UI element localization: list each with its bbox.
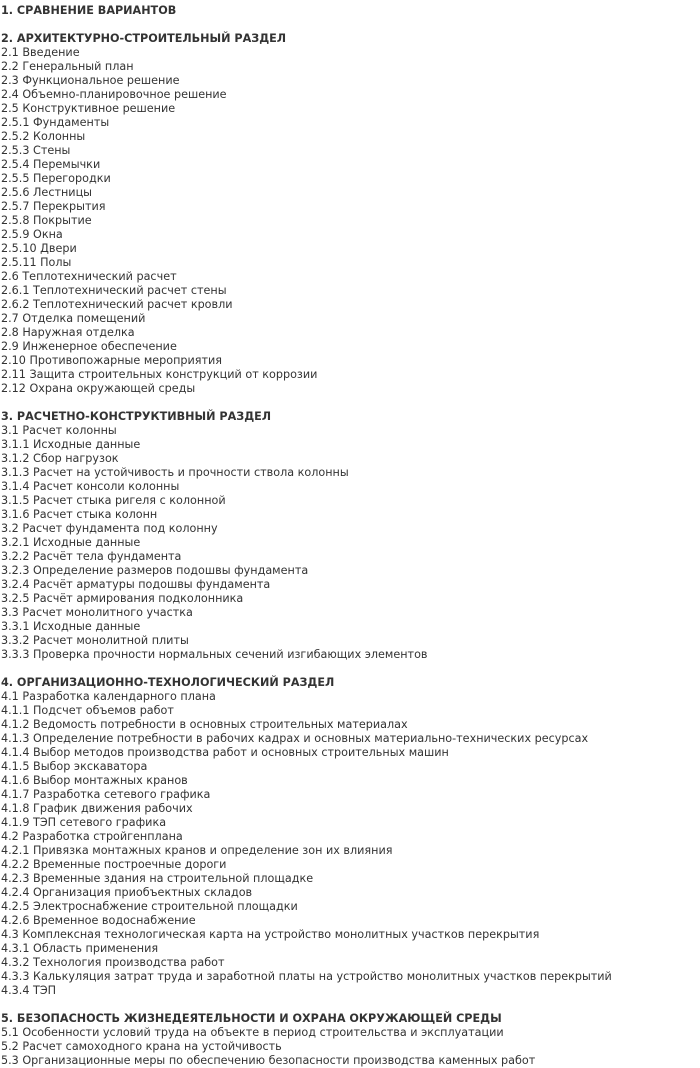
toc-item: 3.1.5 Расчет стыка ригеля с колонной [1, 494, 226, 507]
toc-item: 4.1.3 Определение потребности в рабочих кадрах и основных материально-технических ресурсах [1, 732, 589, 745]
toc-item: 2.5.9 Окна [1, 228, 63, 241]
toc-item: 4.2.4 Организация приобъектных складов [1, 886, 253, 899]
toc-item: 4.2 Разработка стройгенплана [1, 830, 183, 843]
toc-item: 3.2.4 Расчёт арматуры подошвы фундамента [1, 578, 271, 591]
toc-item: 2.9 Инженерное обеспечение [1, 340, 177, 353]
section-spacer [0, 998, 700, 1012]
toc-item: 4.3.3 Калькуляция затрат труда и заработной платы на устройство монолитных участков перекрытий [1, 970, 612, 983]
toc-item: 3.2.3 Определение размеров подошвы фундамента [1, 564, 309, 577]
section-spacer [0, 18, 700, 32]
section-heading: 2. АРХИТЕКТУРНО-СТРОИТЕЛЬНЫЙ РАЗДЕЛ [1, 32, 287, 45]
toc-item: 4.1.7 Разработка сетевого графика [1, 788, 211, 801]
toc-item: 3.3.3 Проверка прочности нормальных сечений изгибающих элементов [1, 648, 428, 661]
section-heading: 5. БЕЗОПАСНОСТЬ ЖИЗНЕДЕЯТЕЛЬНОСТИ И ОХРАНА ОКРУЖАЮЩЕЙ СРЕДЫ [1, 1012, 502, 1025]
toc-item: 4.2.2 Временные построечные дороги [1, 858, 227, 871]
toc-item: 4.3.1 Область применения [1, 942, 159, 955]
toc-item: 5.1 Особенности условий труда на объекте в период строительства и эксплуатации [1, 1026, 504, 1039]
toc-item: 4.1 Разработка календарного плана [1, 690, 216, 703]
toc-item: 2.3 Функциональное решение [1, 74, 180, 87]
section-spacer [0, 396, 700, 410]
toc-item: 4.3.4 ТЭП [1, 984, 57, 997]
toc-item: 5.2 Расчет самоходного крана на устойчивость [1, 1040, 282, 1053]
toc-item: 3.1 Расчет колонны [1, 424, 117, 437]
toc-item: 4.1.2 Ведомость потребности в основных строительных материалах [1, 718, 408, 731]
toc-item: 5.3 Организационные меры по обеспечению безопасности производства каменных работ [1, 1054, 536, 1067]
toc-item: 2.11 Защита строительных конструкций от коррозии [1, 368, 318, 381]
toc-item: 3.3.2 Расчет монолитной плиты [1, 634, 189, 647]
toc-item: 4.3.2 Технология производства работ [1, 956, 225, 969]
toc-item: 2.6 Теплотехнический расчет [1, 270, 177, 283]
toc-item: 2.5.10 Двери [1, 242, 77, 255]
toc-item: 3.3 Расчет монолитного участка [1, 606, 193, 619]
toc-item: 2.5.7 Перекрытия [1, 200, 106, 213]
toc-item: 4.2.6 Временное водоснабжение [1, 914, 196, 927]
toc-item: 4.1.5 Выбор экскаватора [1, 760, 148, 773]
toc-item: 2.5.1 Фундаменты [1, 116, 110, 129]
toc-item: 2.4 Объемно-планировочное решение [1, 88, 227, 101]
toc-item: 3.1.3 Расчет на устойчивость и прочности ствола колонны [1, 466, 349, 479]
table-of-contents [0, 4, 700, 1068]
toc-item: 4.1.1 Подсчет объемов работ [1, 704, 174, 717]
toc-item: 2.5.4 Перемычки [1, 158, 101, 171]
toc-item: 2.5.2 Колонны [1, 130, 86, 143]
toc-item: 3.1.2 Сбор нагрузок [1, 452, 119, 465]
toc-item: 2.2 Генеральный план [1, 60, 134, 73]
section-heading: 3. РАСЧЕТНО-КОНСТРУКТИВНЫЙ РАЗДЕЛ [1, 410, 272, 423]
toc-item: 2.5.6 Лестницы [1, 186, 93, 199]
toc-item: 3.2.5 Расчёт армирования подколонника [1, 592, 244, 605]
toc-item: 4.3 Комплексная технологическая карта на устройство монолитных участков перекрытия [1, 928, 540, 941]
toc-item: 2.5.3 Стены [1, 144, 71, 157]
toc-item: 4.2.1 Привязка монтажных кранов и определение зон их влияния [1, 844, 393, 857]
toc-item: 2.5 Конструктивное решение [1, 102, 176, 115]
toc-item: 2.5.11 Полы [1, 256, 72, 269]
toc-item: 2.5.8 Покрытие [1, 214, 92, 227]
toc-item: 3.1.1 Исходные данные [1, 438, 141, 451]
toc-item: 4.1.4 Выбор методов производства работ и основных строительных машин [1, 746, 449, 759]
toc-item: 2.1 Введение [1, 46, 80, 59]
toc-item: 2.6.1 Теплотехнический расчет стены [1, 284, 227, 297]
section-heading: 4. ОРГАНИЗАЦИОННО-ТЕХНОЛОГИЧЕСКИЙ РАЗДЕЛ [1, 676, 335, 689]
toc-item: 2.5.5 Перегородки [1, 172, 111, 185]
toc-item: 3.1.4 Расчет консоли колонны [1, 480, 180, 493]
toc-item: 4.1.6 Выбор монтажных кранов [1, 774, 188, 787]
toc-item: 2.6.2 Теплотехнический расчет кровли [1, 298, 233, 311]
toc-item: 3.2.2 Расчёт тела фундамента [1, 550, 182, 563]
toc-item: 4.1.8 График движения рабочих [1, 802, 193, 815]
toc-item: 2.10 Противопожарные мероприятия [1, 354, 223, 367]
toc-item: 2.12 Охрана окружающей среды [1, 382, 196, 395]
toc-item: 4.2.5 Электроснабжение строительной площадки [1, 900, 298, 913]
toc-item: 4.1.9 ТЭП сетевого графика [1, 816, 167, 829]
section-spacer [0, 662, 700, 676]
toc-item: 3.3.1 Исходные данные [1, 620, 141, 633]
toc-item: 3.2 Расчет фундамента под колонну [1, 522, 218, 535]
section-heading: 1. СРАВНЕНИЕ ВАРИАНТОВ [1, 4, 177, 17]
toc-item: 2.8 Наружная отделка [1, 326, 135, 339]
toc-item: 2.7 Отделка помещений [1, 312, 146, 325]
toc-item: 3.2.1 Исходные данные [1, 536, 141, 549]
toc-item: 4.2.3 Временные здания на строительной площадке [1, 872, 314, 885]
toc-item: 3.1.6 Расчет стыка колонн [1, 508, 158, 521]
